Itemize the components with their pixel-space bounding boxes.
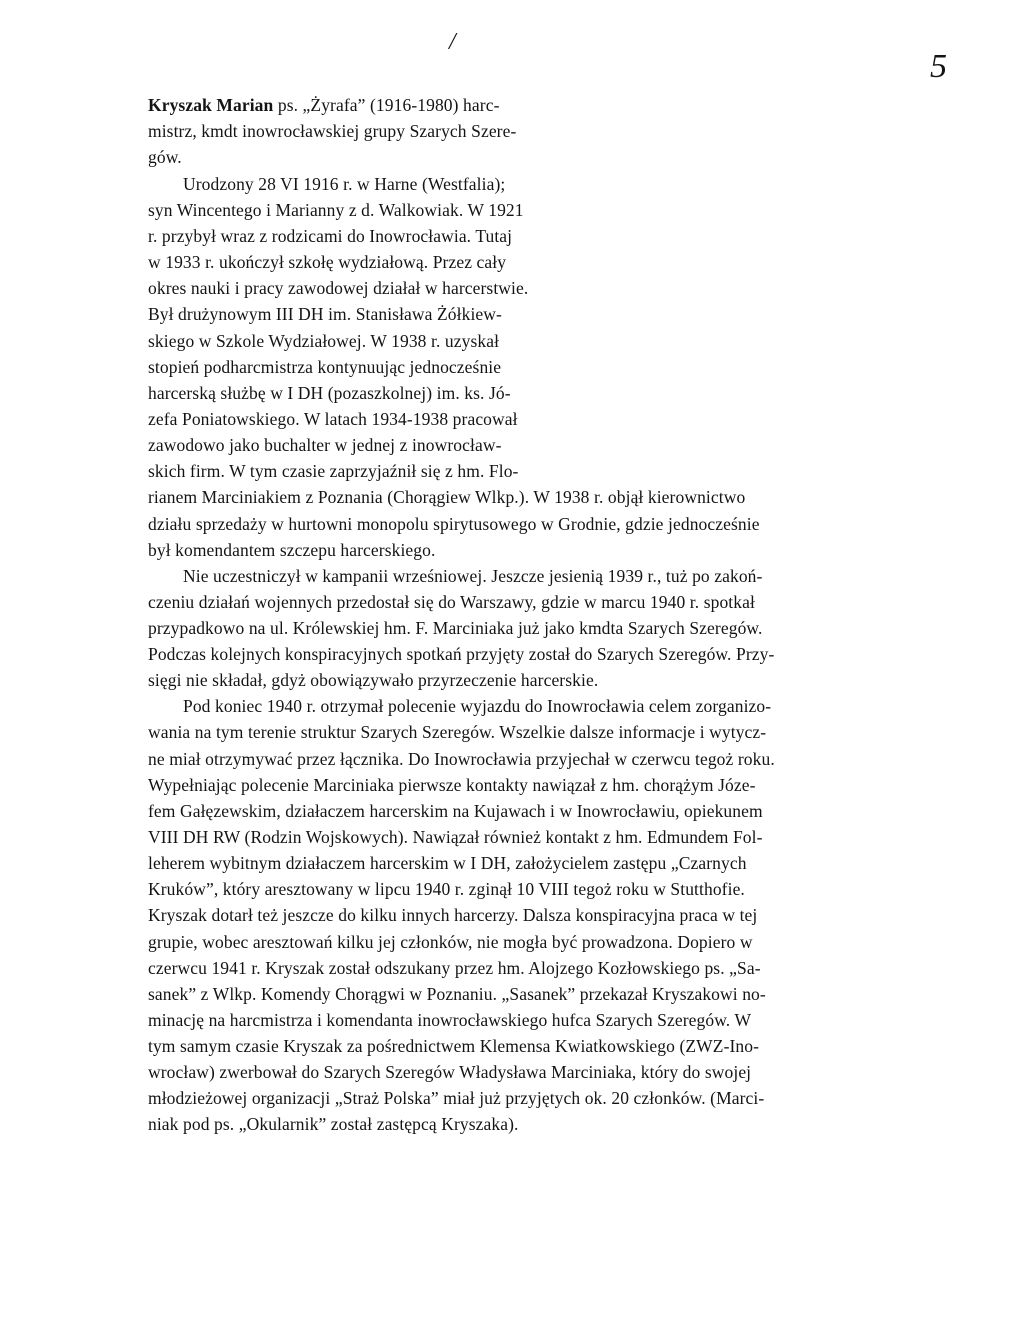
text-line: sanek” z Wlkp. Komendy Chorągwi w Poznaniu. „Sasanek” przekazał Kryszakowi no- <box>148 984 766 1004</box>
text-line: Kryszak dotarł też jeszcze do kilku innych harcerzy. Dalsza konspiracyjna praca w tej <box>148 905 758 925</box>
text-line: r. przybył wraz z rodzicami do Inowrocławia. Tutaj <box>148 226 513 246</box>
text-line: leherem wybitnym działaczem harcerskim w I DH, założycielem zastępu „Czarnych <box>148 853 747 873</box>
text-line: Kruków”, który aresztowany w lipcu 1940 r. zginął 10 VIII tegoż roku w Stutthofie. <box>148 879 745 899</box>
text-line: niak pod ps. „Okularnik” został zastępcą Kryszaka). <box>148 1114 519 1134</box>
text-line: mistrz, kmdt inowrocławskiej grupy Szarych Szere- <box>148 121 517 141</box>
text-line: Wypełniając polecenie Marciniaka pierwsze kontakty nawiązał z hm. chorążym Józe- <box>148 775 756 795</box>
text-line: gów. <box>148 147 182 167</box>
text-line: wania na tym terenie struktur Szarych Szeregów. Wszelkie dalsze informacje i wytycz- <box>148 722 767 742</box>
page-number: 5 <box>930 48 947 85</box>
text-line: Był drużynowym III DH im. Stanisława Żółkiew- <box>148 304 502 324</box>
text-line: tym samym czasie Kryszak za pośrednictwem Klemensa Kwiatkowskiego (ZWZ-Ino- <box>148 1036 760 1056</box>
text-line: harcerską służbę w I DH (pozaszkolnej) im. ks. Jó- <box>148 383 511 403</box>
entry-name: Kryszak Marian <box>148 95 274 115</box>
entry-heading-rest: ps. „Żyrafa” (1916-1980) harc- <box>277 95 500 115</box>
text-line: grupie, wobec aresztowań kilku jej członków, nie mogła być prowadzona. Dopiero w <box>148 932 753 952</box>
text-line: skich firm. W tym czasie zaprzyjaźnił się z hm. Flo- <box>148 461 519 481</box>
text-line: Podczas kolejnych konspiracyjnych spotkań przyjęty został do Szarych Szeregów. Przy- <box>148 644 775 664</box>
text-line: Nie uczestniczył w kampanii wrześniowej. Jeszcze jesienią 1939 r., tuż po zakoń- <box>183 566 763 586</box>
text-line: był komendantem szczepu harcerskiego. <box>148 540 436 560</box>
text-line: przypadkowo na ul. Królewskiej hm. F. Marciniaka już jako kmdta Szarych Szeregów. <box>148 618 763 638</box>
top-slash-mark: / <box>449 29 456 55</box>
text-line: Pod koniec 1940 r. otrzymał polecenie wyjazdu do Inowrocławia celem zorganizo- <box>183 696 772 716</box>
text-line: rianem Marciniakiem z Poznania (Chorągiew Wlkp.). W 1938 r. objął kierownictwo <box>148 487 746 507</box>
text-line: fem Gałęzewskim, działaczem harcerskim na Kujawach i w Inowrocławiu, opiekunem <box>148 801 763 821</box>
text-line: działu sprzedaży w hurtowni monopolu spirytusowego w Grodnie, gdzie jednocześnie <box>148 514 760 534</box>
text-line: VIII DH RW (Rodzin Wojskowych). Nawiązał również kontakt z hm. Edmundem Fol- <box>148 827 763 847</box>
text-line: syn Wincentego i Marianny z d. Walkowiak. W 1921 <box>148 200 524 220</box>
text-line: w 1933 r. ukończył szkołę wydziałową. Przez cały <box>148 252 507 272</box>
text-line: czeniu działań wojennych przedostał się do Warszawy, gdzie w marcu 1940 r. spotkał <box>148 592 755 612</box>
text-line: zefa Poniatowskiego. W latach 1934-1938 pracował <box>148 409 518 429</box>
text-line: ne miał otrzymywać przez łącznika. Do Inowrocławia przyjechał w czerwcu tegoż roku. <box>148 749 775 769</box>
text-line: zawodowo jako buchalter w jednej z inowrocław- <box>148 435 502 455</box>
heading-line <box>148 97 500 115</box>
text-line: wrocław) zwerbował do Szarych Szeregów Władysława Marciniaka, który do swojej <box>148 1062 752 1082</box>
text-line: minację na harcmistrza i komendanta inowrocławskiego hufca Szarych Szeregów. W <box>148 1010 752 1030</box>
text-line: okres nauki i pracy zawodowej działał w harcerstwie. <box>148 278 529 298</box>
text-line: Urodzony 28 VI 1916 r. w Harne (Westfalia); <box>183 174 506 194</box>
text-line: skiego w Szkole Wydziałowej. W 1938 r. uzyskał <box>148 331 500 351</box>
text-line: czerwcu 1941 r. Kryszak został odszukany przez hm. Alojzego Kozłowskiego ps. „Sa- <box>148 958 761 978</box>
text-line: stopień podharcmistrza kontynuując jednocześnie <box>148 357 502 377</box>
text-line: sięgi nie składał, gdyż obowiązywało przyrzeczenie harcerskie. <box>148 670 599 690</box>
text-line: młodzieżowej organizacji „Straż Polska” miał już przyjętych ok. 20 członków. (Marci- <box>148 1088 765 1108</box>
